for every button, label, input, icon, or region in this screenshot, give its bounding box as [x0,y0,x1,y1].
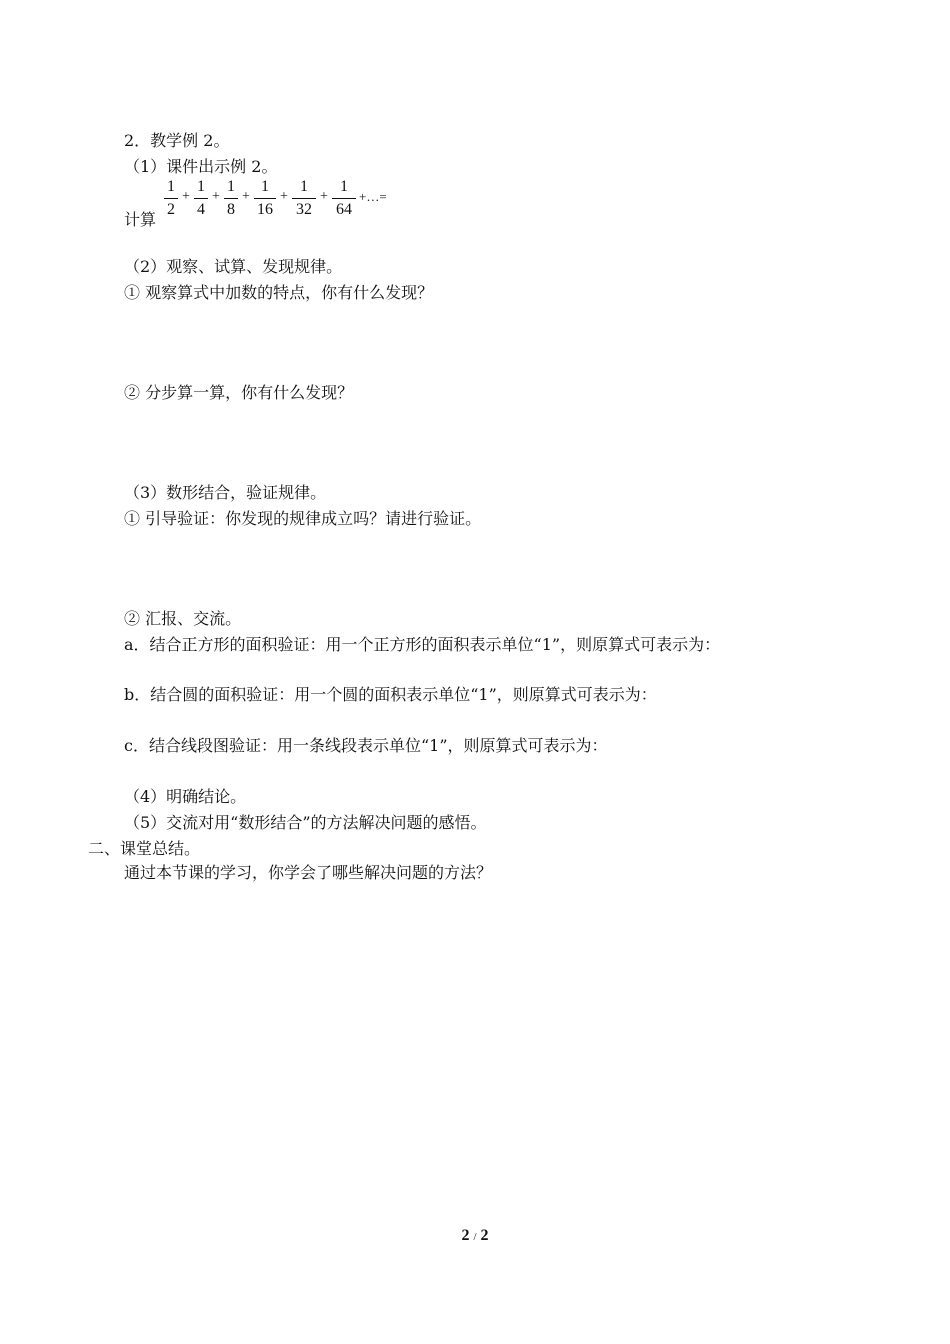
fraction-denominator: 64 [336,201,352,218]
step-5-heading: （5）交流对用“数形结合”的方法解决问题的感悟。 [124,813,487,832]
fraction-1-4 [194,176,208,221]
summary-question: 通过本节课的学习，你学会了哪些解决问题的方法？ [124,863,493,882]
fraction-numerator: 1 [167,178,175,195]
step-2-heading: （2）观察、试算、发现规律。 [124,257,343,276]
plus-operator: + [182,189,190,204]
plus-operator: + [320,189,328,204]
series-formula [124,176,424,232]
step-1-heading: （1）课件出示例 2。 [124,157,278,176]
section-summary-heading: 二、课堂总结。 [88,839,201,858]
plus-operator: + [242,189,250,204]
fraction-denominator: 8 [227,201,235,218]
formula-tail: +…= [359,189,387,204]
fraction-denominator: 4 [197,201,205,218]
fraction-1-8 [224,176,238,221]
section-heading-example-2: 2．教学例 2。 [124,131,230,150]
page-separator: / [473,1231,477,1243]
verify-segment: c．结合线段图验证：用一条线段表示单位“1”，则原算式可表示为： [124,736,608,755]
verify-square: a．结合正方形的面积验证：用一个正方形的面积表示单位“1”，则原算式可表示为： [124,635,721,654]
fraction-numerator: 1 [227,178,235,195]
fraction-denominator: 16 [257,201,273,218]
plus-operator: + [280,189,288,204]
step-4-heading: （4）明确结论。 [124,787,247,806]
fraction-denominator: 2 [167,201,175,218]
page-current: 2 [461,1227,470,1244]
fraction-numerator: 1 [197,178,205,195]
page-total: 2 [480,1227,489,1244]
fraction-1-64 [332,176,356,221]
fraction-1-32 [292,176,316,221]
step-3-heading: （3）数形结合，验证规律。 [124,483,327,502]
question-observe: ① 观察算式中加数的特点，你有什么发现？ [124,283,434,302]
report-exchange: ② 汇报、交流。 [124,609,242,628]
verify-circle: b．结合圆的面积验证：用一个圆的面积表示单位“1”，则原算式可表示为： [124,685,657,704]
fraction-numerator: 1 [340,178,348,195]
fraction-denominator: 32 [296,201,312,218]
fraction-numerator: 1 [300,178,308,195]
fraction-numerator: 1 [261,178,269,195]
question-step-calc: ② 分步算一算，你有什么发现？ [124,383,354,402]
fraction-1-2 [164,176,178,221]
formula-prefix: 计算 [124,210,157,229]
question-verify: ① 引导验证：你发现的规律成立吗？请进行验证。 [124,509,482,528]
page-number [0,1227,950,1245]
fraction-1-16 [254,176,276,221]
plus-operator: + [212,189,220,204]
